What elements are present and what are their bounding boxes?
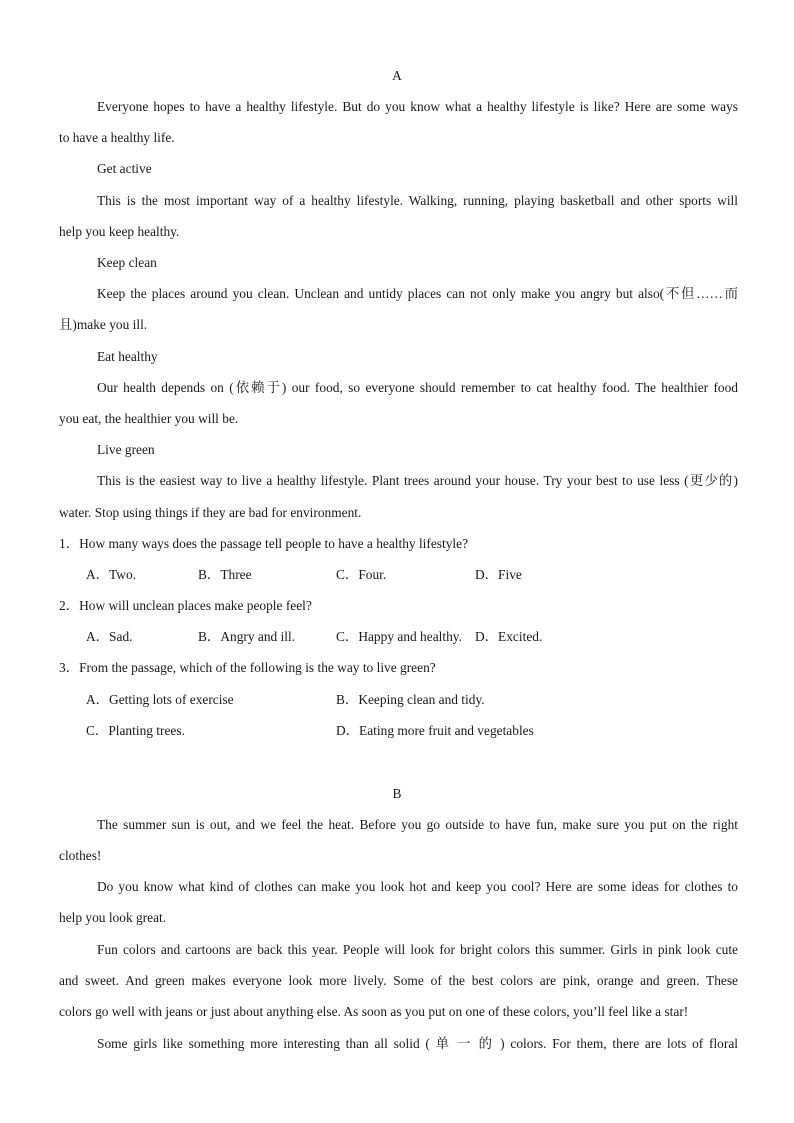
question-1-option-d: D．Five bbox=[475, 567, 522, 582]
question-3-stem: 3．From the passage, which of the following is the way to live green? bbox=[59, 660, 436, 675]
intro-line-1: Everyone hopes to have a healthy lifestyle. But do you know what a healthy lifestyle is like? Here are some ways bbox=[97, 99, 738, 114]
question-1-option-a: A．Two. bbox=[86, 567, 137, 582]
eat-healthy-line-1: Our health depends on (依赖于) our food, so everyone should remember to cat healthy food. The healthier food bbox=[97, 380, 738, 395]
live-green-line-2: water. Stop using things if they are bad for environment. bbox=[59, 505, 362, 520]
get-active-line-1: This is the most important way of a healthy lifestyle. Walking, running, playing basketball and other sports will bbox=[97, 193, 738, 208]
live-green-line-1: This is the easiest way to live a healthy lifestyle. Plant trees around your house. Try your best to use less (更少的) bbox=[97, 473, 738, 488]
b-para-2-line-2: help you look great. bbox=[59, 910, 167, 925]
b-para-3-line-1: Fun colors and cartoons are back this year. People will look for bright colors this summer. Girls in pink look cute bbox=[97, 942, 738, 957]
question-2-option-d: D．Excited. bbox=[475, 629, 543, 644]
get-active-line-2: help you keep healthy. bbox=[59, 224, 180, 239]
subheading-live-green: Live green bbox=[97, 442, 155, 457]
question-3-option-c: C．Planting trees. bbox=[86, 723, 185, 738]
subheading-eat-healthy: Eat healthy bbox=[97, 349, 158, 364]
section-b-heading: B bbox=[392, 786, 402, 801]
question-3-option-a: A．Getting lots of exercise bbox=[86, 692, 234, 707]
b-para-3-line-2: and sweet. And green makes everyone look more lively. Some of the best colors are pink, orange and green. These bbox=[59, 973, 738, 988]
subheading-get-active: Get active bbox=[97, 161, 152, 176]
section-a-heading: A bbox=[392, 68, 402, 83]
b-para-1-line-1: The summer sun is out, and we feel the heat. Before you go outside to have fun, make sure you put on the right bbox=[97, 817, 738, 832]
b-para-2-line-1: Do you know what kind of clothes can make you look hot and keep you cool? Here are some ideas for clothes to bbox=[97, 879, 738, 894]
question-3-option-d: D．Eating more fruit and vegetables bbox=[336, 723, 534, 738]
intro-line-2: to have a healthy life. bbox=[59, 130, 175, 145]
question-2-option-c: C．Happy and healthy. bbox=[336, 629, 462, 644]
question-2-option-b: B．Angry and ill. bbox=[198, 629, 296, 644]
question-1-option-c: C．Four. bbox=[336, 567, 387, 582]
subheading-keep-clean: Keep clean bbox=[97, 255, 157, 270]
keep-clean-line-1: Keep the places around you clean. Unclean and untidy places can not only make you angry but also(不但……而 bbox=[97, 286, 738, 301]
keep-clean-line-2: 且)make you ill. bbox=[59, 317, 148, 332]
b-para-4-line-1: Some girls like something more interesting than all solid ( 单 一 的 ) colors. For them, there are lots of floral bbox=[97, 1036, 738, 1051]
question-2-option-a: A．Sad. bbox=[86, 629, 133, 644]
question-1-option-b: B．Three bbox=[198, 567, 252, 582]
b-para-3-line-3: colors go well with jeans or just about anything else. As soon as you put on one of these colors, you’ll feel like a star! bbox=[59, 1004, 689, 1019]
question-1-stem: 1．How many ways does the passage tell people to have a healthy lifestyle? bbox=[59, 536, 469, 551]
question-2-stem: 2．How will unclean places make people feel? bbox=[59, 598, 312, 613]
b-para-1-line-2: clothes! bbox=[59, 848, 102, 863]
question-3-option-b: B．Keeping clean and tidy. bbox=[336, 692, 485, 707]
eat-healthy-line-2: you eat, the healthier you will be. bbox=[59, 411, 239, 426]
